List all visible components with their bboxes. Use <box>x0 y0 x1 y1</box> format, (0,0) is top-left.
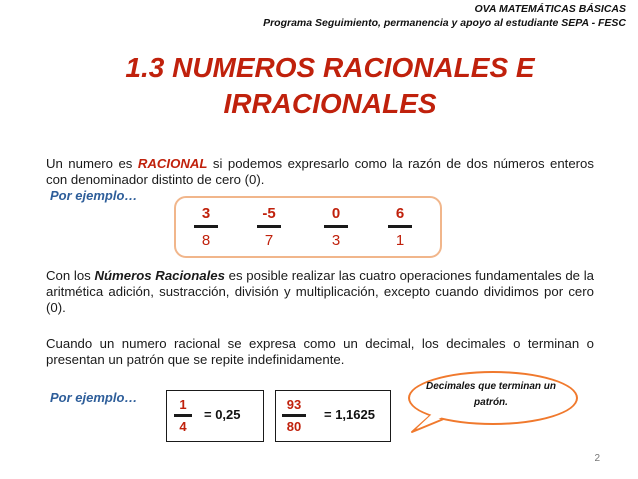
numerator: 3 <box>201 205 211 222</box>
definition-text-end: si podemos expresarlo como la razón de dos números enteros con denominador distinto de cero (0). <box>46 156 594 187</box>
denominator: 1 <box>395 232 405 249</box>
numerator: 1 <box>179 397 187 412</box>
program-subtitle: Programa Seguimiento, permanencia y apoyo al estudiante SEPA - FESC <box>263 17 626 29</box>
racional-keyword: RACIONAL <box>137 156 208 171</box>
numerator: 6 <box>395 205 405 222</box>
denominator: 4 <box>179 419 187 434</box>
decimal-result: = 0,25 <box>204 407 241 422</box>
decimal-result: = 1,1625 <box>324 407 375 422</box>
denominator: 3 <box>331 232 341 249</box>
numeros-racionales-keyword: Números Racionales <box>94 268 225 283</box>
numerator: -5 <box>262 205 276 222</box>
example-label-1: Por ejemplo… <box>50 188 138 203</box>
callout-text: Decimales que terminan un patrón. <box>425 381 557 408</box>
numerator: 0 <box>331 205 341 222</box>
definition-text-start: Un numero es <box>46 156 138 171</box>
denominator: 80 <box>286 419 302 434</box>
example-label-2: Por ejemplo… <box>50 390 138 405</box>
title-line-2: IRRACIONALES <box>223 88 437 119</box>
title-line-1: 1.3 NUMEROS RACIONALES E <box>125 52 535 83</box>
operations-text-end: es posible realizar las cuatro operaciones fundamentales de la aritmética adición, sustracción, división y multiplicación, excepto cuando dividimos por cero (0). <box>46 268 594 315</box>
denominator: 7 <box>264 232 274 249</box>
operations-text-start: Con los <box>46 268 95 283</box>
course-title: OVA MATEMÁTICAS BÁSICAS <box>474 3 626 15</box>
denominator: 8 <box>201 232 211 249</box>
page-number: 2 <box>594 453 600 464</box>
numerator: 93 <box>286 397 302 412</box>
decimal-paragraph: Cuando un numero racional se expresa como un decimal, los decimales o terminan o presentan un patrón que se repite indefinidamente. <box>46 336 594 367</box>
